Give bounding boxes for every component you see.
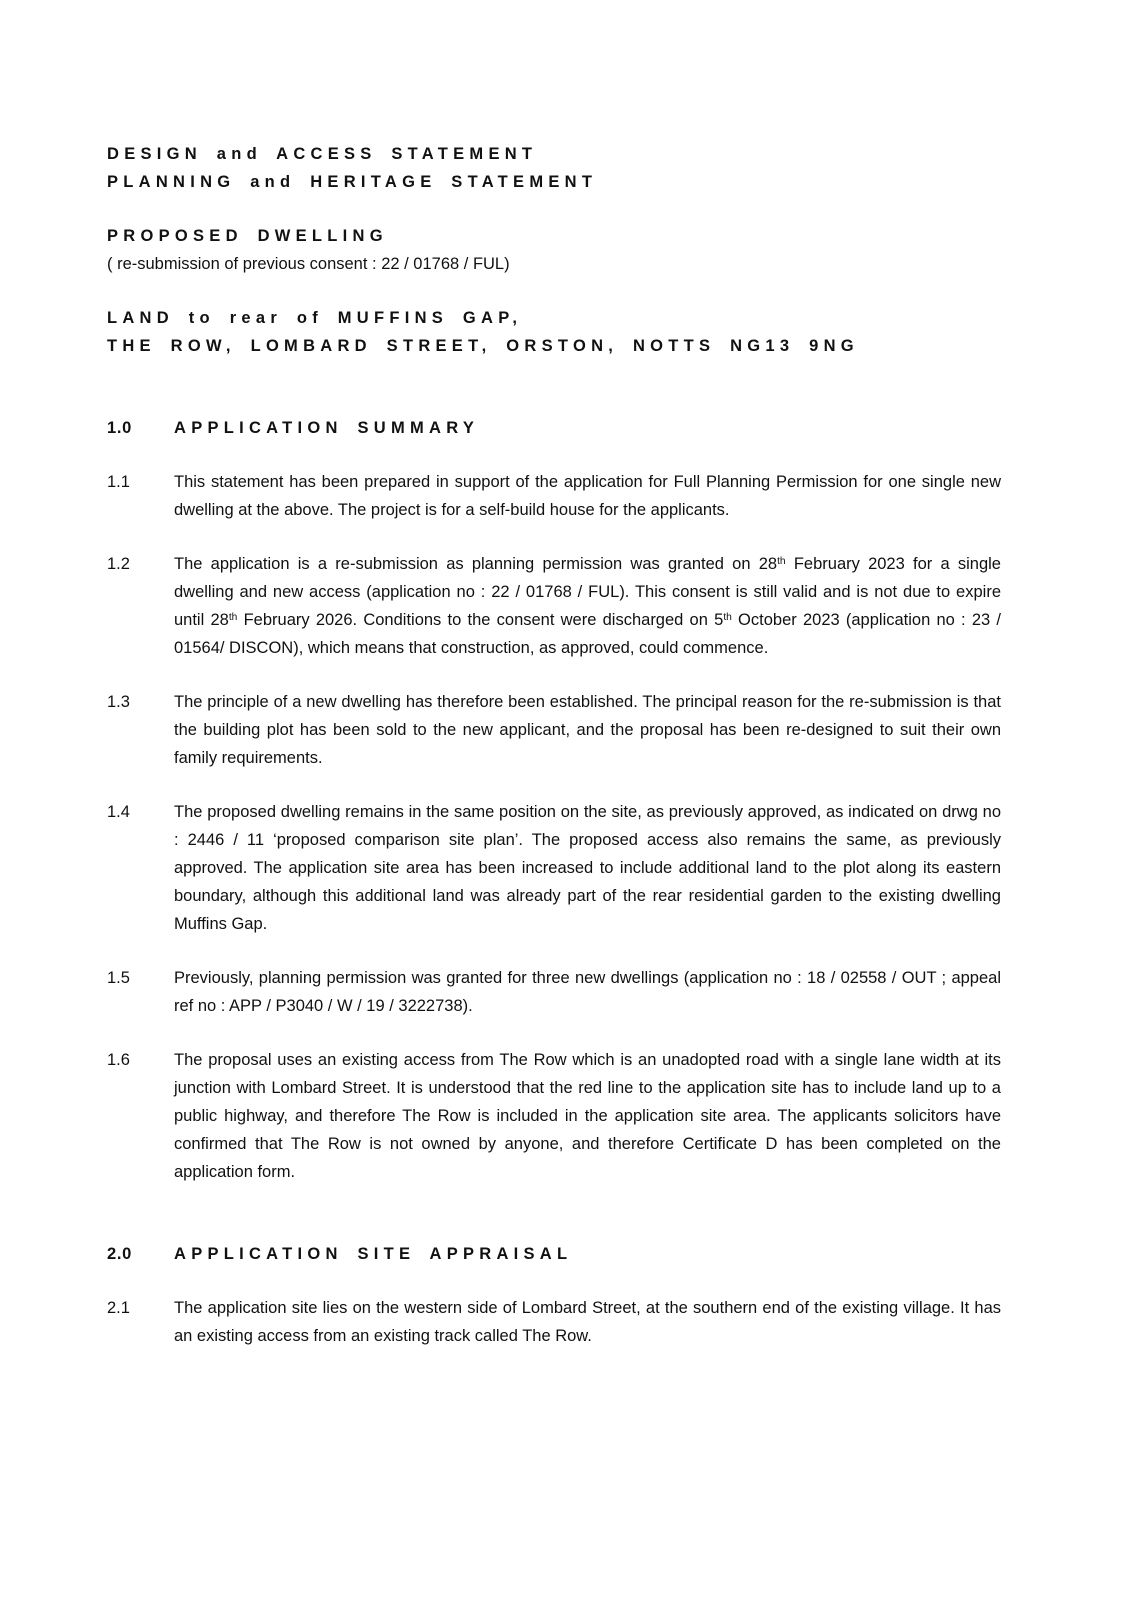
section-heading (107, 414, 1001, 442)
paragraph-number: 2.1 (107, 1299, 130, 1317)
paragraph-item (107, 798, 1001, 938)
section-application-summary (107, 414, 1001, 1186)
paragraph-number: 1.3 (107, 693, 130, 711)
address-line-1: LAND to rear of MUFFINS GAP, (107, 309, 523, 327)
paragraph-number: 1.6 (107, 1051, 130, 1069)
paragraph-text: The proposal uses an existing access from The Row which is an unadopted road with a single lane width at its junction with Lombard Street. It is understood that the red line to the application site has to include land up to a public highway, and therefore The Row is included in the application site area. The applicants solicitors have confirmed that The Row is not owned by anyone, and therefore Certificate D has been completed on the application form. (174, 1051, 1001, 1181)
subtitle-heading: PROPOSED DWELLING (107, 227, 388, 245)
subtitle-note: ( re-submission of previous consent : 22 / 01768 / FUL) (107, 255, 510, 273)
document-title-block (107, 140, 1001, 196)
paragraph-item (107, 1046, 1001, 1186)
paragraph-number: 1.5 (107, 969, 130, 987)
section-number: 2.0 (107, 1245, 132, 1263)
paragraph-text: The application is a re-submission as planning permission was granted on 28th February 2023 for a single dwelling and new access (application no : 22 / 01768 / FUL). This consent is still valid and is not due to expire until 28th February 2026. Conditions to the consent were discharged on 5th October 2023 (application no : 23 / 01564/ DISCON), which means that construction, as approved, could commence. (174, 555, 1002, 657)
paragraph-number: 1.1 (107, 473, 130, 491)
section-title: APPLICATION SUMMARY (174, 419, 480, 437)
paragraph-number: 1.4 (107, 803, 130, 821)
section-number: 1.0 (107, 419, 132, 437)
paragraph-item (107, 468, 1001, 524)
document-title-line-2: PLANNING and HERITAGE STATEMENT (107, 173, 598, 191)
paragraph-text: Previously, planning permission was granted for three new dwellings (application no : 18 / 02558 / OUT ; appeal ref no : APP / P3040 / W / 19 / 3222738). (174, 969, 1001, 1015)
paragraph-text: The principle of a new dwelling has therefore been established. The principal reason for the re-submission is that the building plot has been sold to the new applicant, and the proposal has been re-designed to suit their own family requirements. (174, 693, 1001, 767)
paragraph-number: 1.2 (107, 555, 130, 573)
paragraph-text: This statement has been prepared in support of the application for Full Planning Permission for one single new dwelling at the above. The project is for a self-build house for the applicants. (174, 473, 1001, 519)
paragraph-item (107, 550, 1001, 662)
address-line-2: THE ROW, LOMBARD STREET, ORSTON, NOTTS NG13 9NG (107, 337, 859, 355)
paragraph-item (107, 688, 1001, 772)
section-application-site-appraisal (107, 1240, 1001, 1350)
section-title: APPLICATION SITE APPRAISAL (174, 1245, 573, 1263)
document-title-line-1: DESIGN and ACCESS STATEMENT (107, 145, 538, 163)
paragraph-item (107, 964, 1001, 1020)
proposed-dwelling-block (107, 222, 1001, 278)
paragraph-text: The application site lies on the western side of Lombard Street, at the southern end of the existing village. It has an existing access from an existing track called The Row. (174, 1299, 1001, 1345)
paragraph-item (107, 1294, 1001, 1350)
section-heading (107, 1240, 1001, 1268)
site-address-block (107, 304, 1001, 360)
paragraph-text: The proposed dwelling remains in the same position on the site, as previously approved, as indicated on drwg no : 2446 / 11 ‘proposed comparison site plan’. The proposed access also remains the same, as previously approved. The application site area has been increased to include additional land to the plot along its eastern boundary, although this additional land was already part of the rear residential garden to the existing dwelling Muffins Gap. (174, 803, 1001, 933)
